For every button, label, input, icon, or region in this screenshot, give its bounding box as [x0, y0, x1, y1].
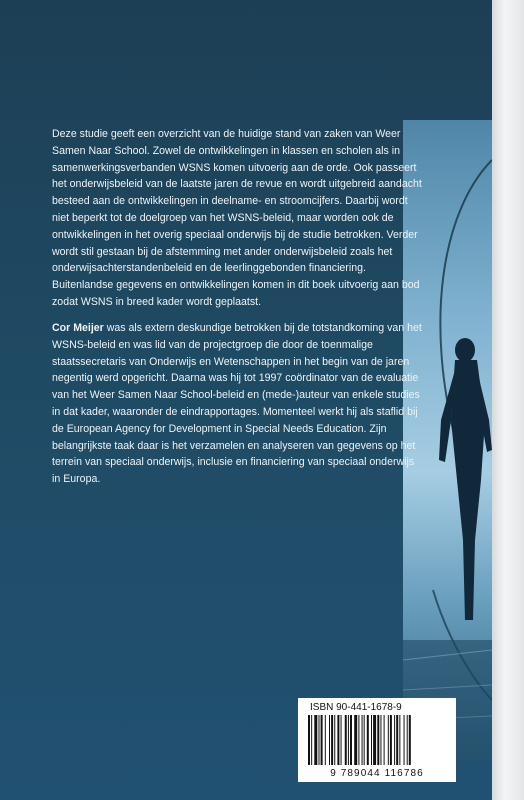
barcode-digits: 9 789044 116786 — [330, 768, 424, 779]
isbn-label: ISBN 90-441-1678-9 — [310, 702, 402, 713]
page-edge — [492, 0, 524, 800]
isbn-barcode-box — [298, 698, 456, 782]
author-name: Cor Meijer — [52, 322, 104, 334]
barcode-icon — [308, 715, 446, 767]
author-biography — [52, 320, 422, 488]
book-description: Deze studie geeft een overzicht van de huidige stand van zaken van Weer Samen Naar School. Zowel de ontwikkelingen in klassen en scholen als in samenwerkingsverbanden WSNS komen uitvoerig aan de orde. Ook passeert het onderwijsbeleid van de laatste jaren de revue en wordt uitgebreid aandacht besteed aan de ontwikkelingen in deelname- en stroomcijfers. Daarbij wordt niet beperkt tot de doelgroep van het WSNS-beleid, maar worden ook de ontwikkelingen in het overig speciaal onderwijs bij de studie betrokken. Verder wordt stil gestaan bij de afstemming met ander onderwijsbeleid zoals het onderwijsachterstandenbeleid en de leerlinggebonden financiering. Buitenlandse gegevens en ontwikkelingen komen in dit boek uitvoerig aan bod zodat WSNS in breed kader wordt geplaatst. — [52, 128, 422, 308]
author-bio-text: was als extern deskundige betrokken bij de totstandkoming van het WSNS-beleid en was lid van de projectgroep die door de toenmalige staatssecretaris van Onderwijs en Wetenschappen in het begin van de jaren negentig werd opgericht. Daarna was hij tot 1997 coördinator van de evaluatie van het Weer Samen Naar School-beleid en (mede-)auteur van enkele studies in dat kader, waaronder de eindrapportages. Momenteel werkt hij als staflid bij de European Agency for Development in Special Needs Education. Zijn belangrijkste taak daar is het verzamelen en analyseren van gegevens op het terrein van speciaal onderwijs, inclusie en financiering van speciaal onderwijs in Europa. — [52, 322, 422, 486]
